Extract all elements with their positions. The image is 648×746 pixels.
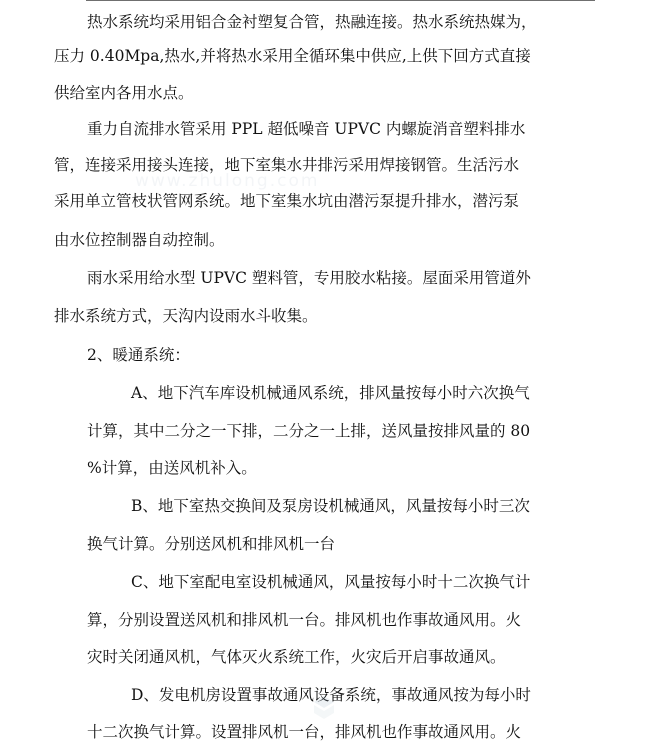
paragraph-line-6: 采用单立管枝状管网系统。地下室集水坑由潜污泵提升排水，潜污泵 [54,192,520,210]
paragraph-line-7: 由水位控制器自动控制。 [54,231,225,249]
paragraph-line-3: 供给室内各用水点。 [54,84,194,102]
paragraph-line-9: 排水系统方式，天沟内设雨水斗收集。 [54,307,318,325]
item-b-line-2: 换气计算。分别送风机和排风机一台 [87,535,336,553]
item-a-line-2: 计算，其中二分之一下排，二分之一上排，送风量按排风量的 80 [87,422,531,440]
item-c-line-1: C、地下室配电室设机械通风，风量按每小时十二次换气计 [131,573,531,591]
item-d-line-1: D、发电机房设置事故通风设备系统，事故通风按为每小时 [131,686,531,704]
item-a-line-3: %计算，由送风机补入。 [87,459,257,477]
watermark-text: www.zhulong.com [135,171,320,191]
paragraph-line-4: 重力自流排水管采用 PPL 超低噪音 UPVC 内螺旋消音塑料排水 [87,120,526,138]
item-b-line-1: B、地下室热交换间及泵房设机械通风，风量按每小时三次 [131,497,530,515]
paragraph-line-8: 雨水采用给水型 UPVC 塑料管，专用胶水粘接。屋面采用管道外 [87,269,531,287]
item-d-line-2: 十二次换气计算。设置排风机一台，排风机也作事故通风用。火 [87,723,522,741]
section-heading-hvac: 2、暖通系统： [87,346,190,364]
paragraph-line-1: 热水系统均采用铝合金衬塑复合管，热融连接。热水系统热媒为， [87,13,537,31]
paragraph-line-5: 管，连接采用接头连接，地下室集水井排污采用焊接钢管。生活污水 [54,156,520,174]
item-c-line-3: 灾时关闭通风机，气体灭火系统工作，火灾后开启事故通风。 [87,648,506,666]
paragraph-line-2: 压力 0.40Mpa,热水,并将热水采用全循环集中供应,上供下回方式直接 [54,47,531,65]
item-a-line-1: A、地下汽车库设机械通风系统，排风量按每小时六次换气 [131,384,530,402]
page-right-margin [624,0,648,746]
item-c-line-2: 算，分别设置送风机和排风机一台。排风机也作事故通风用。火 [87,611,522,629]
page-top-divider [86,0,595,1]
